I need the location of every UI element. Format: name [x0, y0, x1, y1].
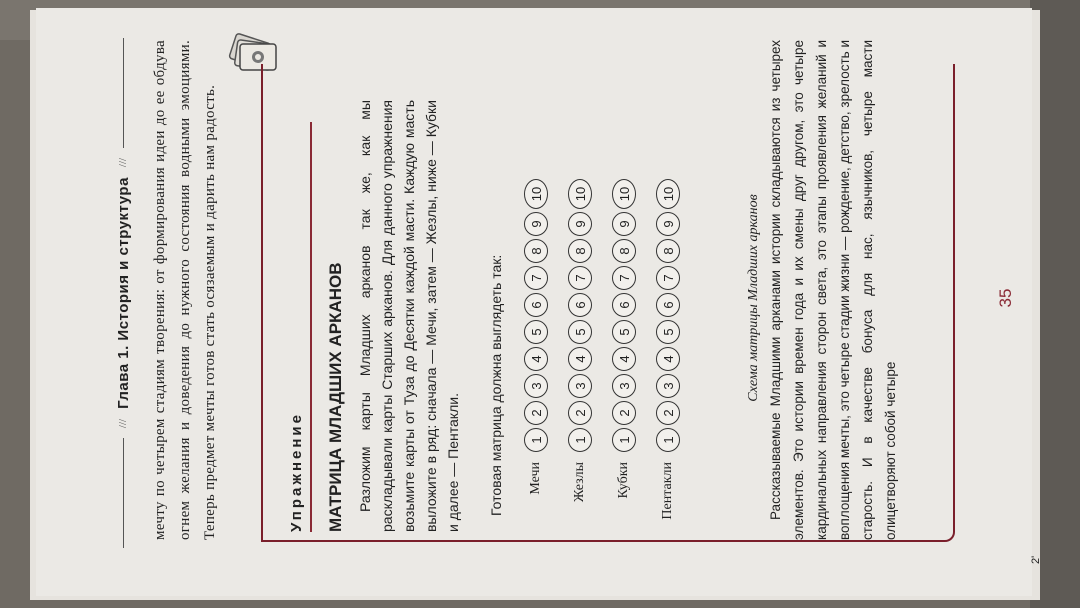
intro-text: мечту по четырем стадиям творения: от формирования идеи до ее обдува огнем желания и доведения до нужного состояния водными эмоциями. Теперь предмет мечты готов стать осязаемым и дарить нам радость. — [152, 40, 218, 540]
card-circle: 9 — [656, 212, 680, 236]
book-page — [36, 8, 1042, 596]
chapter-title: Глава 1. История и структура — [114, 177, 132, 409]
card-circle: 6 — [524, 293, 548, 317]
suit-name: Кубки — [616, 462, 631, 499]
card-circle: 5 — [612, 320, 636, 344]
card-circle: 8 — [612, 239, 636, 263]
matrix-row — [602, 92, 646, 532]
card-circle: 3 — [656, 374, 680, 398]
card-circle: 4 — [524, 347, 548, 371]
card-circle: 9 — [524, 212, 548, 236]
suit-name: Мечи — [528, 462, 543, 495]
card-circle: 4 — [612, 347, 636, 371]
card-circle: 1 — [524, 428, 548, 452]
card-circle: 3 — [612, 374, 636, 398]
card-circle: 3 — [524, 374, 548, 398]
card-circle: 1 — [612, 428, 636, 452]
exercise-label-rule — [310, 122, 312, 532]
card-circle: 5 — [524, 320, 548, 344]
matrix-row — [514, 92, 558, 532]
page-content — [56, 18, 1042, 578]
header-ornament: /// — [117, 418, 129, 429]
card-circle: 7 — [612, 266, 636, 290]
card-circle: 4 — [568, 347, 592, 371]
matrix-caption: Схема матрицы Младших арканов — [746, 194, 761, 402]
card-circle: 6 — [568, 293, 592, 317]
card-circle: 7 — [524, 266, 548, 290]
card-circle: 10 — [612, 179, 636, 209]
card-circle: 9 — [612, 212, 636, 236]
card-circle: 1 — [568, 428, 592, 452]
card-circle: 6 — [656, 293, 680, 317]
exercise-text — [354, 100, 464, 532]
header-ornament: /// — [117, 157, 129, 168]
card-circle: 4 — [656, 347, 680, 371]
exercise-label: Упражнение — [288, 412, 305, 532]
header-rule — [123, 38, 124, 148]
card-circle: 5 — [568, 320, 592, 344]
card-circle: 2 — [612, 401, 636, 425]
chapter-header — [108, 38, 138, 548]
matrix-row — [558, 92, 602, 532]
card-circle: 6 — [612, 293, 636, 317]
card-circle: 10 — [524, 179, 548, 209]
card-circle: 7 — [656, 266, 680, 290]
following-text: Рассказываемые Младшими арканами истории складываются из четырех элементов. Это истории времен года и их смены друг другом, это четыре кардинальных направления сторон света, это этапы проявления желаний и воплощения мечты, это четыре стадии жизни — рождение, детство, зрелость и старость. И в качестве бонуса для нас, язычников, четыре масти олицетворяют собой четыре — [768, 40, 898, 540]
following-paragraph — [764, 40, 902, 540]
card-circle: 2 — [568, 401, 592, 425]
card-circle: 8 — [568, 239, 592, 263]
corner-mark: 2' — [1030, 555, 1042, 564]
exercise-title: МАТРИЦА МЛАДШИХ АРКАНОВ — [326, 262, 345, 532]
suit-name: Пентакли — [660, 462, 675, 520]
card-circle: 7 — [568, 266, 592, 290]
page-number: 35 — [996, 288, 1015, 308]
matrix-row — [646, 92, 690, 532]
suit-name: Жезлы — [572, 462, 587, 503]
card-circle: 2 — [656, 401, 680, 425]
card-circle: 8 — [656, 239, 680, 263]
arcana-matrix — [514, 92, 690, 532]
card-circle: 10 — [568, 179, 592, 209]
card-circle: 9 — [568, 212, 592, 236]
card-circle: 3 — [568, 374, 592, 398]
card-circle: 1 — [656, 428, 680, 452]
header-rule — [123, 438, 124, 548]
card-circle: 2 — [524, 401, 548, 425]
card-circle: 8 — [524, 239, 548, 263]
exercise-paragraph: Разложим карты Младших арканов так же, как мы раскладывали карты Старших арканов. Для данного упражнения возьмите карты от Туза до Десятки каждой масти. Каждую масть выложите в ряд: сначала — Мечи, затем — Жезлы, ниже — Кубки и далее — Пентакли. — [357, 100, 461, 532]
intro-paragraph — [148, 40, 223, 540]
card-circle: 10 — [656, 179, 680, 209]
card-circle: 5 — [656, 320, 680, 344]
matrix-intro: Готовая матрица должна выглядеть так: — [488, 254, 504, 516]
